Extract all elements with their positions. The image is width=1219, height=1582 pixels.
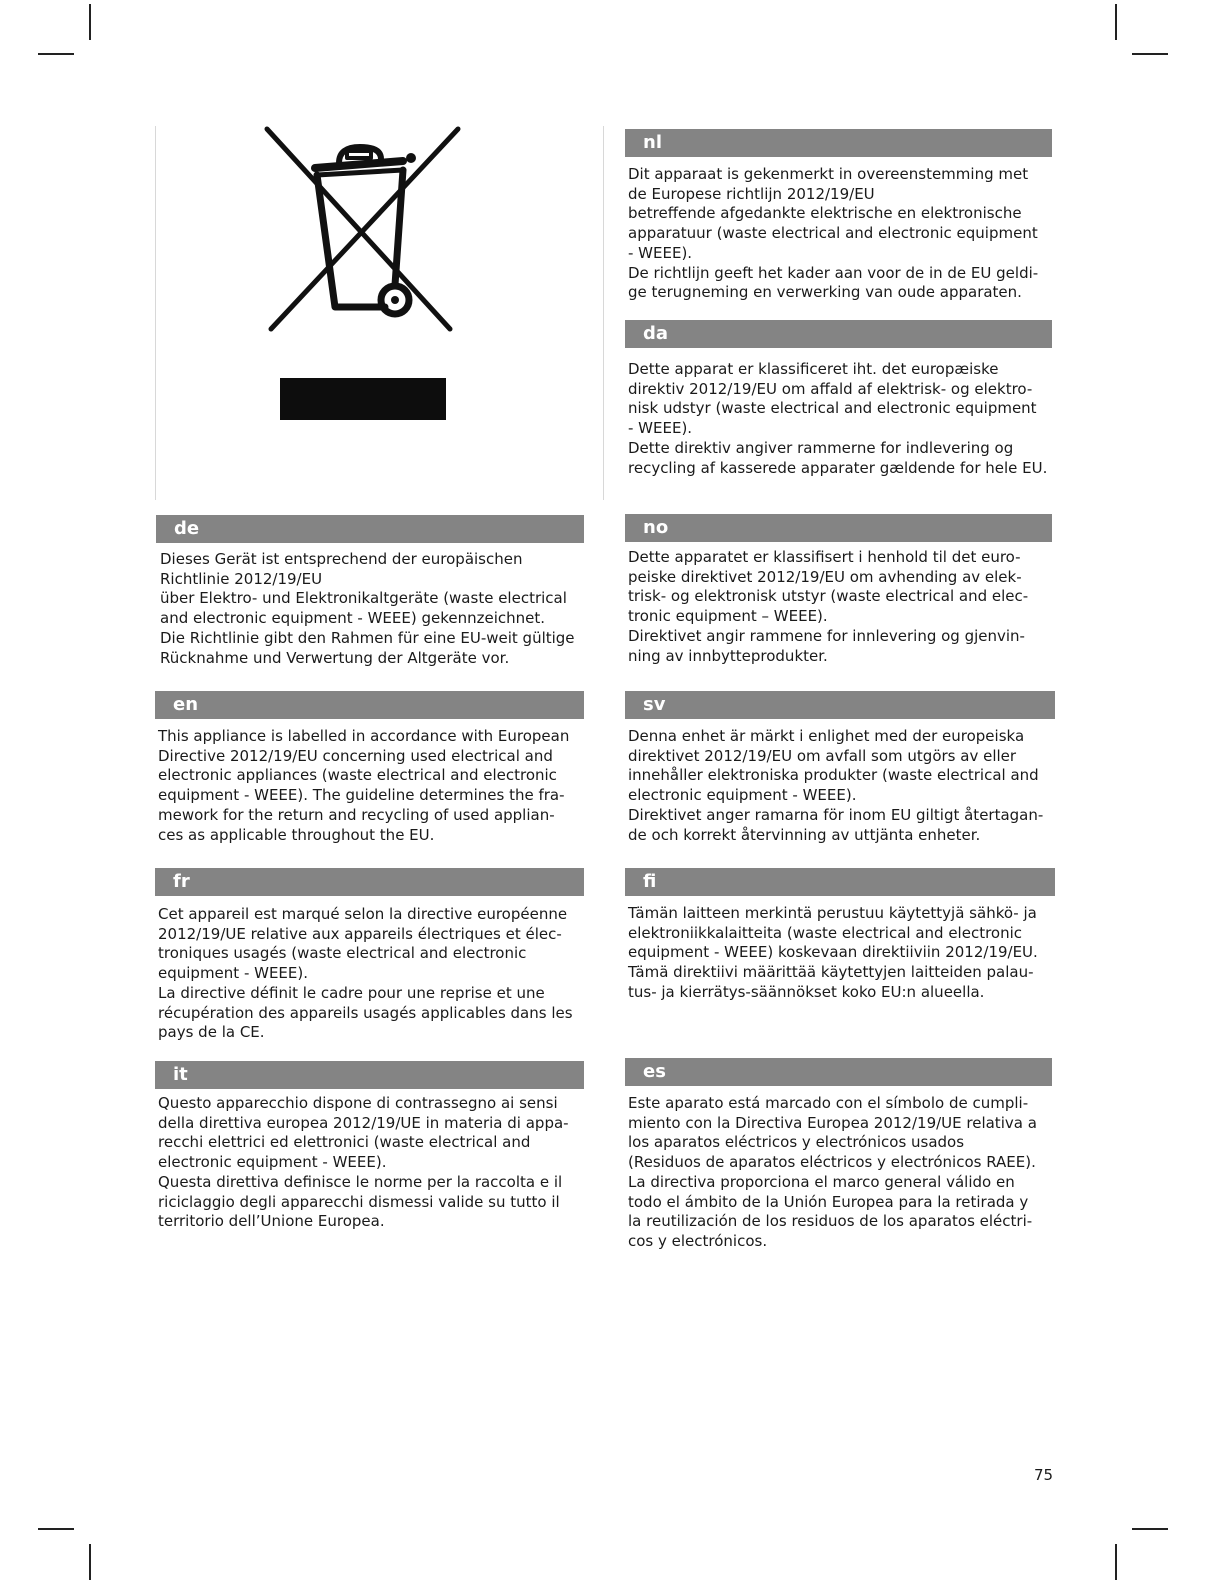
section-es xyxy=(625,1058,1052,1252)
language-code-heading: sv xyxy=(625,691,1055,719)
crop-mark xyxy=(89,1544,91,1580)
page-number: 75 xyxy=(1034,1466,1054,1484)
section-nl xyxy=(625,129,1052,303)
section-text: Dette apparatet er klassifisert i henhold til det euro- peiske direktivet 2012/19/EU om avhending av elek- trisk- og elektronisk utstyr (waste electrical and elec- tronic equipment – WEEE). Direktivet angir rammene for innlevering og gjenvin- ning av innbytteprodukter. xyxy=(628,548,1029,665)
section-text: Dit apparaat is gekenmerkt in overeenstemming met de Europese richtlijn 2012/19/EU betreffende afgedankte elektrische en elektronische apparatuur (waste electrical and electronic equipment - WEEE). De richtlijn geeft het kader aan voor de in de EU geldi- ge terugneming en verwerking van oude apparaten. xyxy=(628,165,1039,302)
crop-mark xyxy=(38,53,74,55)
section-text: This appliance is labelled in accordance with European Directive 2012/19/EU concerning used electrical and electronic appliances (waste electrical and electronic equipment - WEEE). The guideline determines the fra- mework for the return and recycling of used applian- ces as applicable throughout the EU. xyxy=(158,727,570,844)
language-code-heading: it xyxy=(155,1061,584,1089)
language-code-heading: nl xyxy=(625,129,1052,157)
crop-mark xyxy=(89,4,91,40)
section-it xyxy=(155,1061,584,1232)
section-text: Este aparato está marcado con el símbolo de cumpli- miento con la Directiva Europea 2012/19/UE relativa a los aparatos eléctricos y electrónicos usados (Residuos de aparatos eléctricos y electrónicos RAEE). La directiva proporciona el marco general válido en todo el ámbito de la Unión Europea para la retirada y la reutilización de los residuos de los aparatos eléctri- cos y electrónicos. xyxy=(628,1094,1037,1250)
section-text: Denna enhet är märkt i enlighet med der europeiska direktivet 2012/19/EU om avfall som utgörs av eller innehåller elektroniska produkter (waste electrical and electronic equipment - WEEE). Direktivet anger ramarna för inom EU giltigt återtagan- de och korrekt återvinning av uttjänta enheter. xyxy=(628,727,1044,844)
section-sv xyxy=(625,691,1055,845)
section-fr xyxy=(155,868,584,1043)
language-code-heading: fr xyxy=(155,868,584,896)
section-text: Dieses Gerät ist entsprechend der europäischen Richtlinie 2012/19/EU über Elektro- und Elektronikaltgeräte (waste electrical and electronic equipment - WEEE) gekennzeichnet. Die Richtlinie gibt den Rahmen für eine EU-weit gültige Rücknahme und Verwertung der Altgeräte vor. xyxy=(160,550,575,667)
language-code-heading: no xyxy=(625,514,1052,542)
crossed-out-wheelie-bin-icon xyxy=(255,125,470,340)
column-rule xyxy=(603,126,604,500)
crop-mark xyxy=(1115,4,1117,40)
section-text: Tämän laitteen merkintä perustuu käytettyjä sähkö- ja elektroniikkalaitteita (waste electrical and electronic equipment - WEEE) koskevaan direktiiviin 2012/19/EU. Tämä direktiivi määrittää käytettyjen laitteiden palau- tus- ja kierrätys-säännökset koko EU:n alueella. xyxy=(628,904,1038,1001)
crop-mark xyxy=(1132,1528,1168,1530)
section-de xyxy=(156,515,584,668)
section-no xyxy=(625,514,1052,666)
section-da xyxy=(625,320,1052,478)
symbol-bar xyxy=(280,378,446,420)
section-text: Dette apparat er klassificeret iht. det europæiske direktiv 2012/19/EU om affald af elektrisk- og elektro- nisk udstyr (waste electrical and electronic equipment - WEEE). Dette direktiv angiver rammerne for indlevering og recycling af kasserede apparater gældende for hele EU. xyxy=(628,360,1048,477)
crop-mark xyxy=(38,1528,74,1530)
language-code-heading: en xyxy=(155,691,584,719)
crop-mark xyxy=(1132,53,1168,55)
section-text: Questo apparecchio dispone di contrassegno ai sensi della direttiva europea 2012/19/UE in materia di appa- recchi elettrici ed elettronici (waste electrical and electronic equipment - WEEE). Questa direttiva definisce le norme per la raccolta e il riciclaggio degli apparecchi dismessi valide su tutto il territorio dell’Unione Europea. xyxy=(158,1094,569,1231)
section-text: Cet appareil est marqué selon la directive européenne 2012/19/UE relative aux appareils électriques et élec- troniques usagés (waste electrical and electronic equipment - WEEE). La directive définit le cadre pour une reprise et une récupération des appareils usagés applicables dans les pays de la CE. xyxy=(158,905,573,1042)
column-rule xyxy=(155,126,156,500)
section-fi xyxy=(625,868,1055,1003)
language-code-heading: es xyxy=(625,1058,1052,1086)
section-en xyxy=(155,691,584,845)
crop-mark xyxy=(1115,1544,1117,1580)
language-code-heading: da xyxy=(625,320,1052,348)
language-code-heading: de xyxy=(156,515,584,543)
language-code-heading: fi xyxy=(625,868,1055,896)
